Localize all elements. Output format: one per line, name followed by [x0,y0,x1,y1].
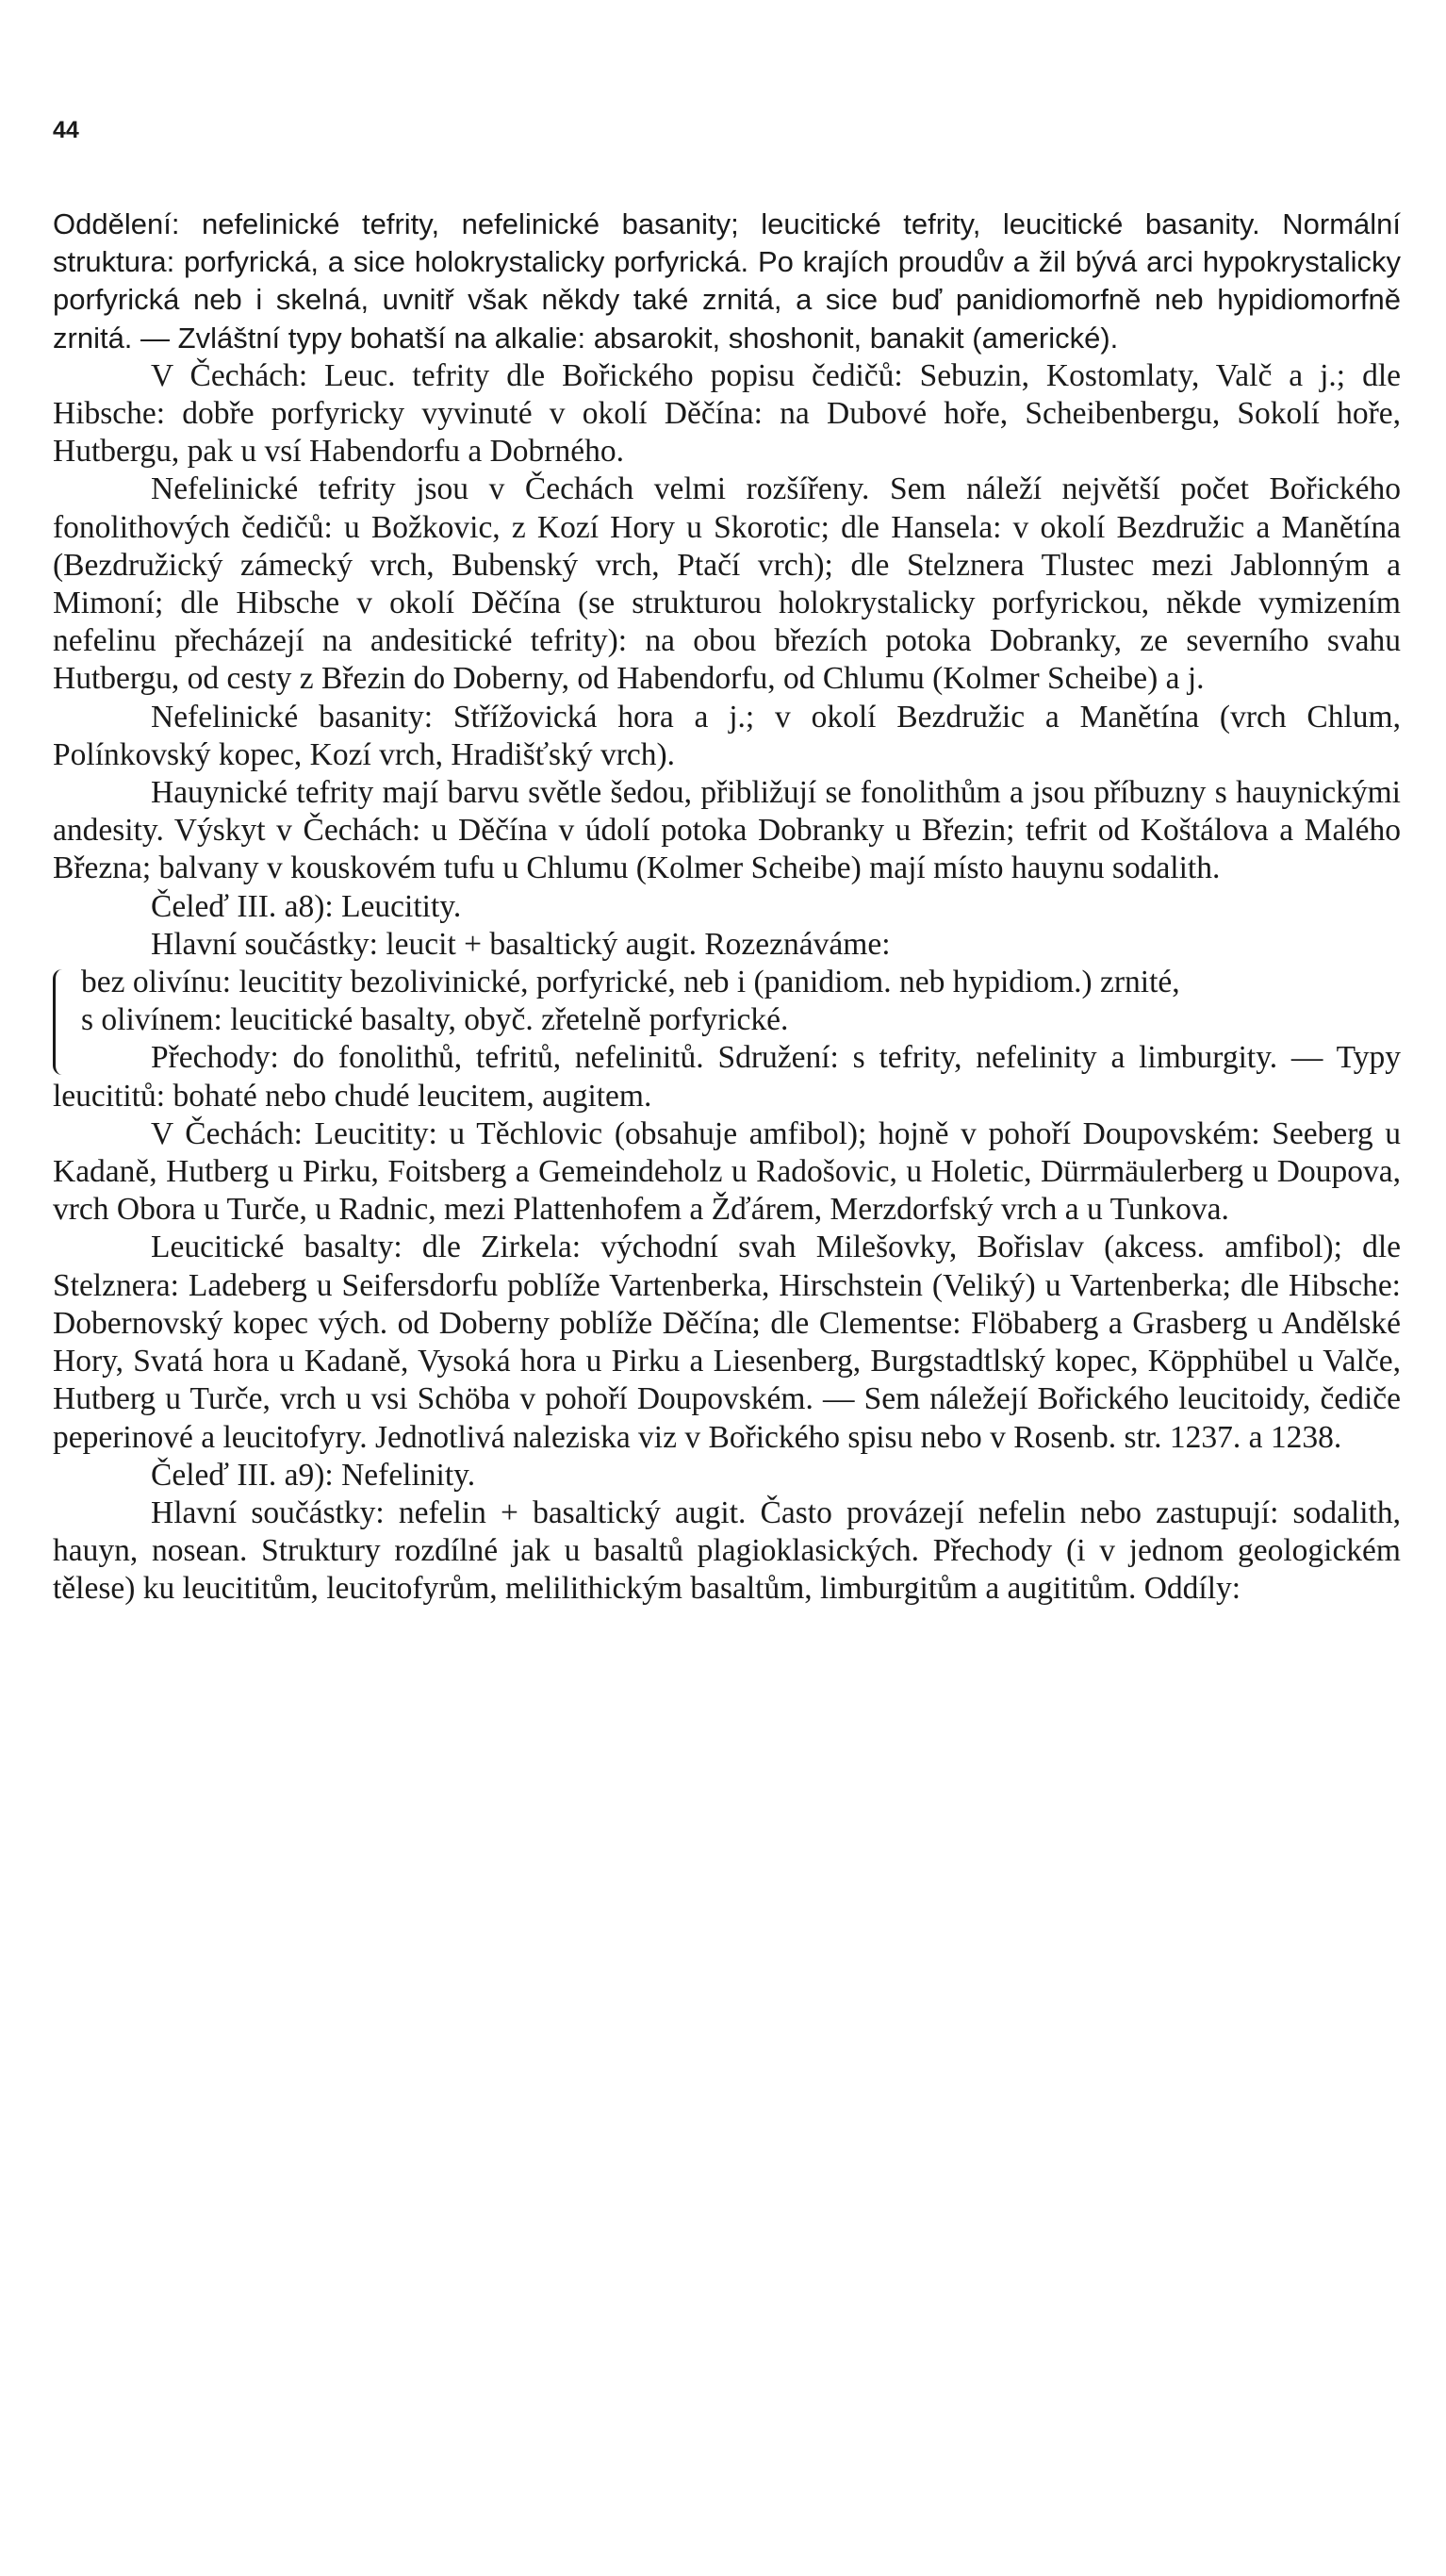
paragraph-transitions: Přechody: do fonolithů, tefritů, nefelinitů. Sdružení: s tefrity, nefelinity a limburgity. — Typy leucititů: bohaté nebo chudé leucitem, augitem. [53,1040,1401,1114]
classification-without-olivine: bez olivínu: leucitity bezolivinické, porfyrické, neb i (panidiom. neb hypidiom.) zrnité, [81,965,1180,1000]
classification-brace [53,964,1401,1039]
paragraph-divisions: Oddělení: nefelinické tefrity, nefelinické basanity; leucitické tefrity, leucitické basanity. Normální struktura: porfyrická, a sice holokrystalicky porfyrická. Po krajích proudův a žil bývá arci hypokrystalicky porfyrická neb i skelná, uvnitř však někdy také zrnitá, a sice buď panidiomorfně neb hypidiomorfně zrnitá. — Zvláštní typy bohatší na alkalie: absarokit, shoshonit, banakit (americké). [53,207,1401,355]
paragraph-nepheline-basanites: Nefelinické basanity: Střížovická hora a j.; v okolí Bezdružic a Manětína (vrch Chlum, Polínkovský kopec, Kozí vrch, Hradišťský vrch). [53,699,1401,772]
paragraph-nepheline-tephrites: Nefelinické tefrity jsou v Čechách velmi rozšířeny. Sem náleží největší počet Bořického fonolithových čedičů: u Božkovic, z Kozí Hory u Skorotic; dle Hansela: v okolí Bezdružic a Manětína (Bezdružický zámecký vrch, Bubenský vrch, Ptačí vrch); dle Stelznera Tlustec mezi Jablonným a Mimoní; dle Hibsche v okolí Děčína (se strukturou holokrystalicky porfyrickou, někde vymizením nefelinu přecházejí na andesitické tefrity): na obou březích potoka Dobranky, ze severního svahu Hutbergu, od cesty z Březin do Doberny, od Habendorfu, od Chlumu (Kolmer Scheibe) a j. [53,471,1401,697]
paragraph-bohemia-leucitites: V Čechách: Leucitity: u Těchlovic (obsahuje amfibol); hojně v pohoří Doupovském: Seeberg u Kadaně, Hutberg u Pirku, Foitsberg a Gemeindeholz u Radošovic, u Holetic, Dürrmäulerberg u Doupova, vrch Obora u Turče, u Radnic, mezi Plattenhofem a Žďárem, Merzdorfský vrch a u Tunkova. [53,1115,1401,1228]
paragraph-bohemia-leucite-tephrites: V Čechách: Leuc. tefrity dle Bořického popisu čedičů: Sebuzin, Kostomlaty, Valč a j.; dle Hibsche: dobře porfyricky vyvinuté v okolí Děčína: na Dubové hoře, Scheibenbergu, Sokolí hoře, Hutbergu, pak u vsí Habendorfu a Dobrného. [53,357,1401,470]
paragraph-leucitite-components: Hlavní součástky: leucit + basaltický augit. Rozeznáváme: [151,926,891,962]
paragraph-leucite-basalts: Leucitické basalty: dle Zirkela: východní svah Milešovky, Bořislav (akcess. amfibol); dle Stelznera: Ladeberg u Seifersdorfu poblíže Vartenberka, Hirschstein (Veliký) u Vartenberka; dle Hibsche: Dobernovský kopec vých. od Doberny poblíže Děčína; dle Clementse: Flöbaberg a Grasberg u Andělské Hory, Svatá hora u Kadaně, Vysoká hora u Pirku a Liesenberg, Burgstadtlský kopec, Köpphübel u Valče, Hutberg u Turče, vrch u vsi Schöba v pohoří Doupovském. — Sem náležejí Bořického leucitoidy, čediče peperinové a leucitofyry. Jednotlivá naleziska viz v Bořického spisu nebo v Rosenb. str. 1237. a 1238. [53,1230,1401,1455]
paragraph-nephelinite-components: Hlavní součástky: nefelin + basaltický augit. Často provázejí nefelin nebo zastupují: sodalith, hauyn, nosean. Struktury rozdílné jak u basaltů plagioklasických. Přechody (i v jednom geologickém tělese) ku leucititům, leucitofyrům, melilithickým basaltům, limburgitům a augititům. Oddíly: [53,1494,1401,1607]
heading-family-leucitites: Čeleď III. a8): Leucitity. [151,888,462,924]
page-number: 44 [53,117,79,143]
heading-family-nephelinites: Čeleď III. a9): Nefelinity. [151,1457,476,1493]
brace-icon [53,969,69,1075]
body-text [53,206,1401,1609]
paragraph-hauyne-tephrites: Hauynické tefrity mají barvu světle šedou, přibližují se fonolithům a jsou příbuzny s hauynickými andesity. Výskyt v Čechách: u Děčína v údolí potoka Dobranky u Březin; tefrit od Koštálova a Malého Března; balvany v kouskovém tufu u Chlumu (Kolmer Scheibe) mají místo hauynu sodalith. [53,775,1401,886]
classification-with-olivine: s olivínem: leucitické basalty, obyč. zřetelně porfyrické. [81,1002,789,1038]
